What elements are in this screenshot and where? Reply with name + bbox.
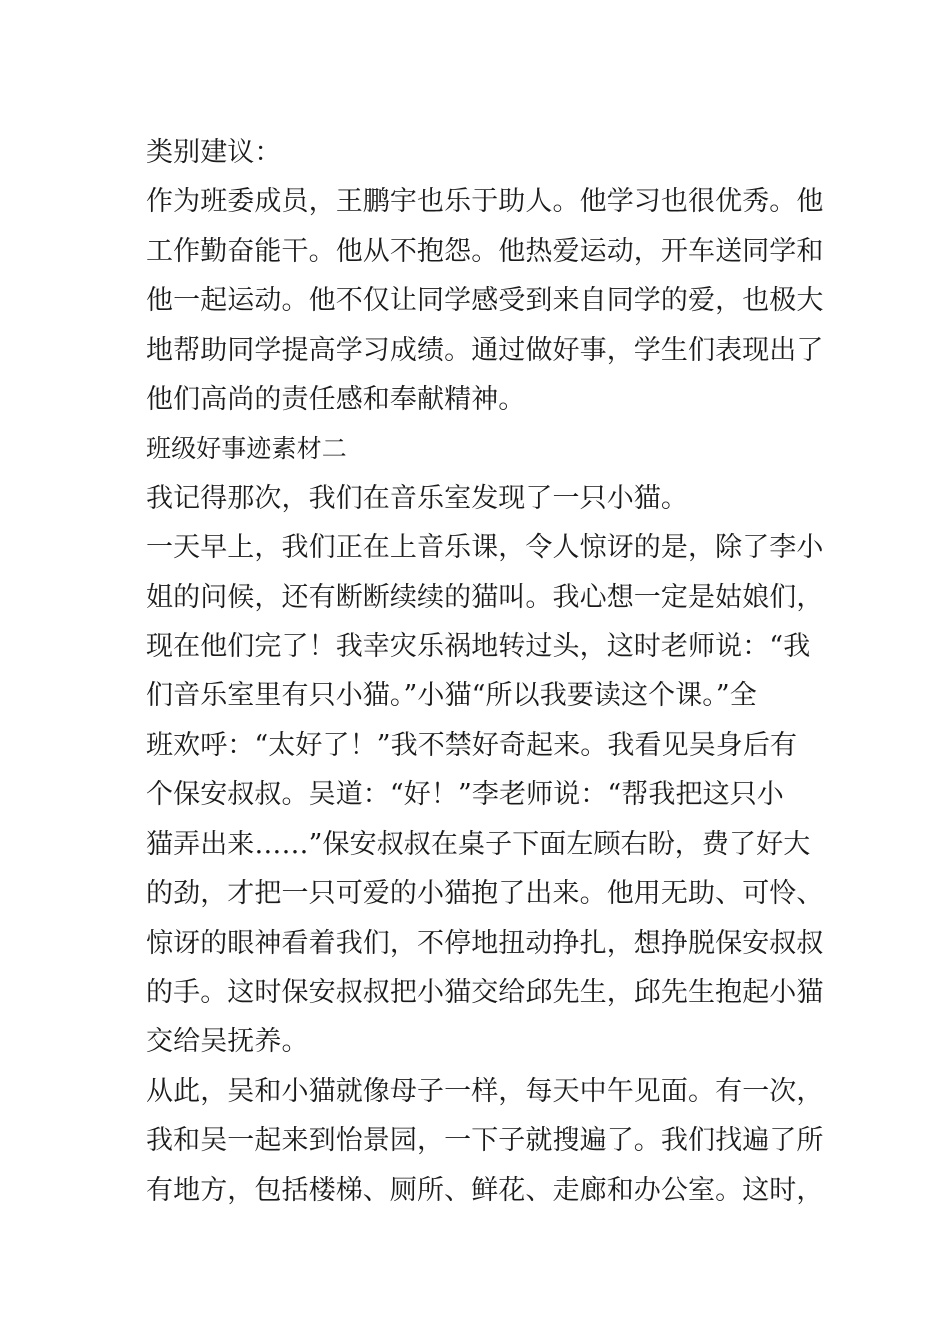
section-label: 类别建议： xyxy=(146,137,282,168)
text-line: 一天早上，我们正在上音乐课，令人惊讶的是，除了李小 xyxy=(146,532,824,564)
text-line: 从此，吴和小猫就像母子一样，每天中午见面。有一次， xyxy=(146,1075,824,1107)
text-line: 我和吴一起来到怡景园，一下子就搜遍了。我们找遍了所 xyxy=(146,1125,824,1157)
text-line: 地帮助同学提高学习成绩。通过做好事，学生们表现出了 xyxy=(146,334,824,366)
text-line: 交给吴抚养。 xyxy=(146,1026,309,1058)
text-line: 猫弄出来……”保安叔叔在桌子下面左顾右盼，费了好大 xyxy=(146,828,811,860)
text-line: 我记得那次，我们在音乐室发现了一只小猫。 xyxy=(146,482,688,514)
section-heading: 班级好事迹素材二 xyxy=(146,434,347,464)
text-line: 的手。这时保安叔叔把小猫交给邱先生，邱先生抱起小猫 xyxy=(146,976,824,1008)
text-line: 个保安叔叔。吴道：“好！”李老师说：“帮我把这只小 xyxy=(146,779,784,811)
text-line: 他一起运动。他不仅让同学感受到来自同学的爱，也极大 xyxy=(146,285,824,317)
document-page xyxy=(146,128,824,1215)
text-line: 作为班委成员，王鹏宇也乐于助人。他学习也很优秀。他 xyxy=(146,186,824,218)
text-line: 惊讶的眼神看着我们，不停地扭动挣扎，想挣脱保安叔叔 xyxy=(146,927,824,959)
text-line: 姐的问候，还有断断续续的猫叫。我心想一定是姑娘们， xyxy=(146,581,824,613)
text-line: 们音乐室里有只小猫。”小猫“所以我要读这个课。”全 xyxy=(146,680,757,712)
text-line: 工作勤奋能干。他从不抱怨。他热爱运动，开车送同学和 xyxy=(146,235,824,267)
text-line: 的劲，才把一只可爱的小猫抱了出来。他用无助、可怜、 xyxy=(146,878,824,910)
text-line: 有地方，包括楼梯、厕所、鲜花、走廊和办公室。这时， xyxy=(146,1174,824,1206)
text-line: 他们高尚的责任感和奉献精神。 xyxy=(146,384,526,416)
text-line: 班欢呼：“太好了！”我不禁好奇起来。我看见吴身后有 xyxy=(146,729,798,761)
text-line: 现在他们完了！我幸灾乐祸地转过头，这时老师说：“我 xyxy=(146,631,811,663)
